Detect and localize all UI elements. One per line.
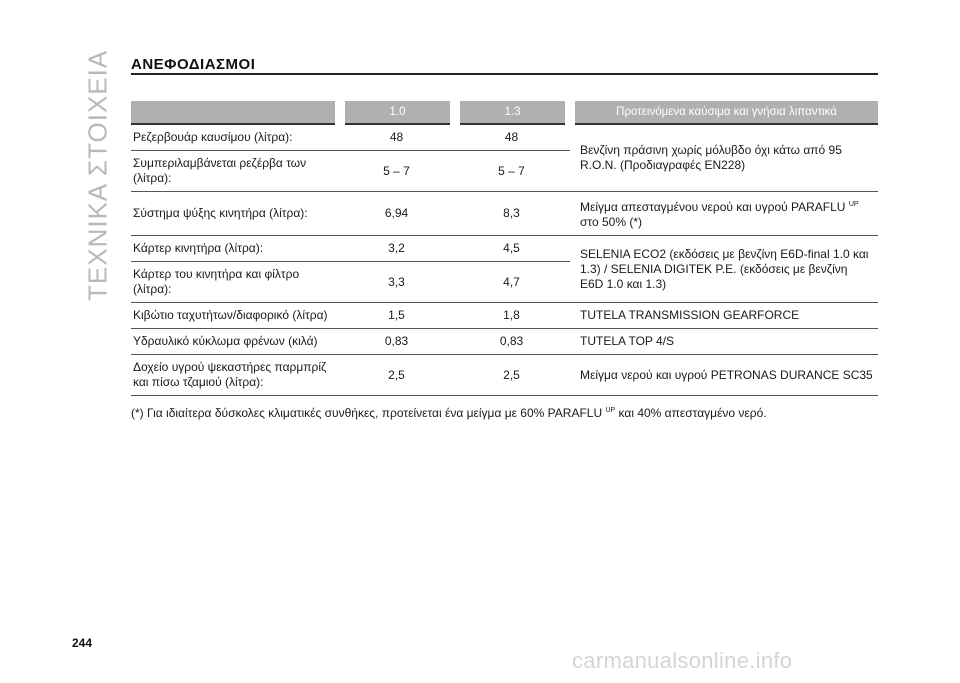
- value-1-0: 0,83: [340, 329, 455, 355]
- coolant-ratio: στο 50% (*): [580, 215, 642, 229]
- value-1-3: 48: [455, 124, 570, 151]
- value-1-3: 4,5: [455, 236, 570, 262]
- value-1-0: 5 – 7: [340, 151, 455, 192]
- footnote-superscript: UP: [605, 407, 616, 414]
- title-divider: [131, 73, 878, 75]
- table-row: [131, 329, 878, 355]
- row-label: Σύστημα ψύξης κινητήρα (λίτρα):: [131, 192, 340, 236]
- recommendation-brake: TUTELA TOP 4/S: [570, 329, 878, 355]
- recommendation-coolant: [570, 192, 878, 236]
- table-row: [131, 124, 878, 151]
- coolant-text: Μείγμα απεσταγμένου νερού και υγρού PARAFLU: [580, 200, 846, 214]
- value-1-0: 3,3: [340, 262, 455, 303]
- value-1-3: 8,3: [455, 192, 570, 236]
- value-1-0: 1,5: [340, 303, 455, 329]
- value-1-0: 2,5: [340, 355, 455, 396]
- header-blank: [131, 101, 340, 124]
- value-1-0: 48: [340, 124, 455, 151]
- table-row: [131, 236, 878, 262]
- table-row: [131, 355, 878, 396]
- value-1-3: 2,5: [455, 355, 570, 396]
- row-label: Κάρτερ του κινητήρα και φίλτρο (λίτρα):: [131, 262, 340, 303]
- header-engine-1-0: 1.0: [340, 101, 455, 124]
- page-title: ΑΝΕΦΟΔΙΑΣΜΟΙ: [131, 56, 256, 73]
- value-1-3: 4,7: [455, 262, 570, 303]
- table-header-row: [131, 101, 878, 124]
- footnote-text: (*) Για ιδιαίτερα δύσκολες κλιματικές συνθήκες, προτείνεται ένα μείγμα με 60% PARAFLU: [131, 406, 603, 420]
- row-label: Δοχείο υγρού ψεκαστήρες παρμπρίζ και πίσω τζαμιού (λίτρα):: [131, 355, 340, 396]
- value-1-3: 0,83: [455, 329, 570, 355]
- recommendation-engine-oil: SELENIA ECO2 (εκδόσεις με βενζίνη E6D-final 1.0 και 1.3) / SELENIA DIGITEK P.E. (εκδόσεις με βενζίνη E6D 1.0 και 1.3): [570, 236, 878, 303]
- header-recommended: Προτεινόμενα καύσιμα και γνήσια λιπαντικά: [570, 101, 878, 124]
- value-1-0: 6,94: [340, 192, 455, 236]
- section-side-tab: ΤΕΧΝΙΚΑ ΣΤΟΙΧΕΙΑ: [82, 50, 113, 302]
- recommendation-gearbox: TUTELA TRANSMISSION GEARFORCE: [570, 303, 878, 329]
- recommendation-washer: Μείγμα νερού και υγρού PETRONAS DURANCE SC35: [570, 355, 878, 396]
- recommendation-fuel: Βενζίνη πράσινη χωρίς μόλυβδο όχι κάτω από 95 R.O.N. (Προδιαγραφές EN228): [570, 124, 878, 192]
- header-engine-1-3: 1.3: [455, 101, 570, 124]
- row-label: Κιβώτιο ταχυτήτων/διαφορικό (λίτρα): [131, 303, 340, 329]
- refuelling-table: [131, 101, 878, 396]
- table-row: [131, 303, 878, 329]
- value-1-0: 3,2: [340, 236, 455, 262]
- row-label: Κάρτερ κινητήρα (λίτρα):: [131, 236, 340, 262]
- footnote-end: και 40% απεσταγμένο νερό.: [615, 406, 767, 420]
- value-1-3: 5 – 7: [455, 151, 570, 192]
- coolant-superscript: UP: [848, 201, 859, 208]
- row-label: Συμπεριλαμβάνεται ρεζέρβα των (λίτρα):: [131, 151, 340, 192]
- page-number: 244: [72, 636, 93, 650]
- table-row: [131, 192, 878, 236]
- row-label: Υδραυλικό κύκλωμα φρένων (κιλά): [131, 329, 340, 355]
- footnote: [131, 406, 878, 420]
- row-label: Ρεζερβουάρ καυσίμου (λίτρα):: [131, 124, 340, 151]
- watermark: carmanualsonline.info: [572, 648, 793, 673]
- value-1-3: 1,8: [455, 303, 570, 329]
